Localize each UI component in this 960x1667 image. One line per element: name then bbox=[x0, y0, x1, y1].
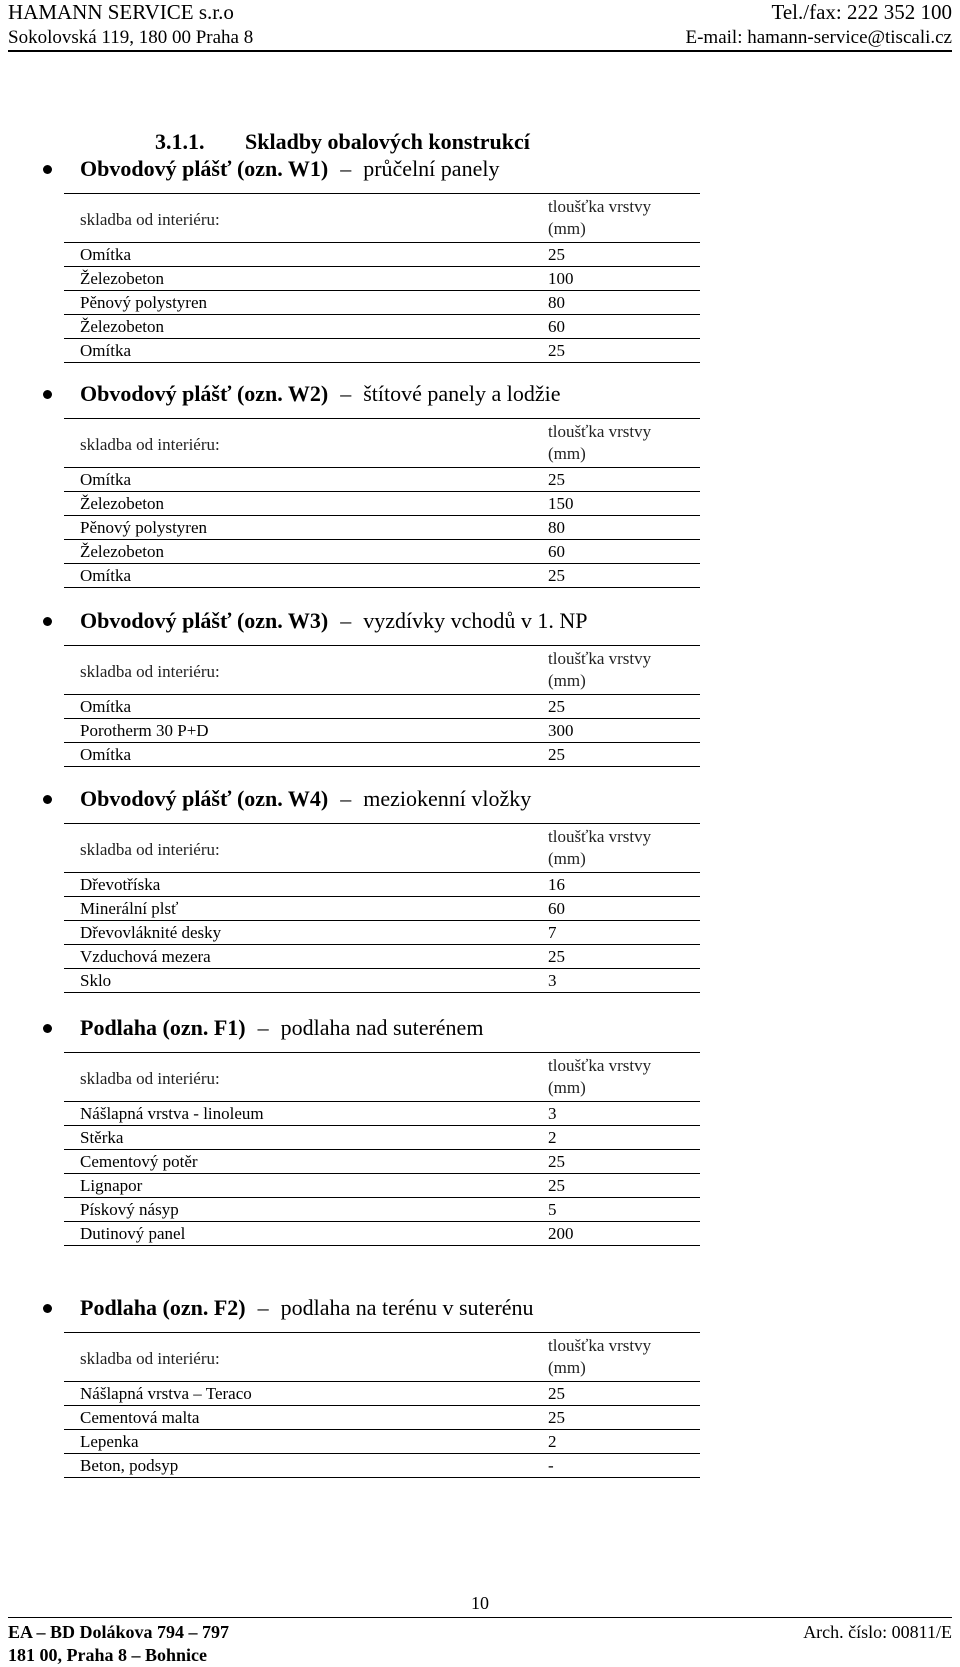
layer-name: Železobeton bbox=[80, 269, 165, 288]
block-heading bbox=[40, 1292, 700, 1324]
section-heading bbox=[155, 129, 530, 155]
thickness-label: tloušťka vrstvy bbox=[548, 422, 652, 441]
block-title bbox=[80, 783, 531, 815]
layer-thickness: 25 bbox=[548, 470, 565, 489]
table-row bbox=[64, 564, 700, 588]
layer-name: Železobeton bbox=[80, 542, 165, 561]
footer-project: EA – BD Dolákova 794 – 797 bbox=[8, 1622, 230, 1642]
layer-name: Dřevovláknité desky bbox=[80, 923, 222, 942]
layer-name: Beton, podsyp bbox=[80, 1456, 179, 1475]
layer-name: Omítka bbox=[80, 470, 131, 489]
composition-table bbox=[64, 418, 700, 588]
thickness-label: tloušťka vrstvy bbox=[548, 649, 652, 668]
column-header-layers: skladba od interiéru: bbox=[80, 840, 220, 859]
block-label: Obvodový plášť (ozn. W4) bbox=[80, 786, 329, 811]
layer-thickness: 16 bbox=[548, 875, 565, 894]
table-row bbox=[64, 516, 700, 540]
page-header-row-2 bbox=[8, 28, 952, 47]
layer-name: Dřevotříska bbox=[80, 875, 161, 894]
layer-name: Omítka bbox=[80, 745, 131, 764]
thickness-label: tloušťka vrstvy bbox=[548, 1336, 652, 1355]
block-title bbox=[80, 153, 499, 185]
layer-thickness: 25 bbox=[548, 1152, 565, 1171]
layer-name: Omítka bbox=[80, 341, 131, 360]
company-address: Sokolovská 119, 180 00 Praha 8 bbox=[8, 27, 254, 48]
layer-name: Porotherm 30 P+D bbox=[80, 721, 209, 740]
layer-name: Omítka bbox=[80, 245, 131, 264]
block-dash: – bbox=[340, 156, 352, 181]
block-dash: – bbox=[257, 1015, 269, 1040]
table-row bbox=[64, 873, 700, 897]
thickness-unit: (mm) bbox=[548, 1358, 586, 1377]
table-header bbox=[64, 419, 700, 468]
layer-name: Cementový potěr bbox=[80, 1152, 198, 1171]
block-description: podlaha nad suterénem bbox=[280, 1015, 484, 1040]
table-row bbox=[64, 267, 700, 291]
block-description: štítové panely a lodžie bbox=[363, 381, 561, 406]
layer-thickness: 80 bbox=[548, 518, 565, 537]
block-title bbox=[80, 378, 561, 410]
table-row bbox=[64, 315, 700, 339]
block-title bbox=[80, 605, 587, 637]
thickness-unit: (mm) bbox=[548, 444, 586, 463]
layer-name: Sklo bbox=[80, 971, 112, 990]
table-header bbox=[64, 1333, 700, 1382]
layer-thickness: 2 bbox=[548, 1128, 557, 1147]
footer-arch-number: Arch. číslo: 00811/E bbox=[803, 1622, 952, 1642]
layer-name: Omítka bbox=[80, 566, 131, 585]
layer-name: Železobeton bbox=[80, 494, 165, 513]
block-description: vyzdívky vchodů v 1. NP bbox=[363, 608, 588, 633]
block-dash: – bbox=[340, 608, 352, 633]
block-description: meziokenní vložky bbox=[363, 786, 532, 811]
table-row bbox=[64, 492, 700, 516]
layer-thickness: 25 bbox=[548, 1384, 565, 1403]
table-row bbox=[64, 1222, 700, 1246]
company-name: HAMANN SERVICE s.r.o bbox=[8, 0, 234, 24]
layer-thickness: 25 bbox=[548, 1176, 565, 1195]
table-row bbox=[64, 969, 700, 993]
layer-thickness: 80 bbox=[548, 293, 565, 312]
bullet-icon bbox=[43, 390, 52, 399]
layer-name: Cementová malta bbox=[80, 1408, 200, 1427]
table-row bbox=[64, 1174, 700, 1198]
table-header bbox=[64, 1053, 700, 1102]
block-dash: – bbox=[340, 786, 352, 811]
table-row bbox=[64, 243, 700, 267]
layer-name: Pěnový polystyren bbox=[80, 518, 208, 537]
table-row bbox=[64, 540, 700, 564]
bullet-icon bbox=[43, 617, 52, 626]
block-description: průčelní panely bbox=[363, 156, 500, 181]
phone-fax: Tel./fax: 222 352 100 bbox=[771, 0, 952, 24]
block-label: Podlaha (ozn. F1) bbox=[80, 1015, 246, 1040]
layer-thickness: 25 bbox=[548, 341, 565, 360]
layer-thickness: 7 bbox=[548, 923, 557, 942]
column-header-layers: skladba od interiéru: bbox=[80, 210, 220, 229]
block-heading bbox=[40, 1012, 700, 1044]
composition-table bbox=[64, 1052, 700, 1246]
footer-row-2 bbox=[8, 1646, 952, 1664]
section-title: Skladby obalových konstrukcí bbox=[245, 129, 530, 154]
table-row bbox=[64, 743, 700, 767]
column-header-thickness bbox=[548, 1335, 651, 1379]
composition-block bbox=[40, 783, 700, 993]
composition-table bbox=[64, 1332, 700, 1478]
layer-thickness: 5 bbox=[548, 1200, 557, 1219]
table-header bbox=[64, 194, 700, 243]
block-dash: – bbox=[340, 381, 352, 406]
composition-table bbox=[64, 193, 700, 363]
composition-block bbox=[40, 378, 700, 588]
layer-thickness: 200 bbox=[548, 1224, 574, 1243]
page-header-row-1 bbox=[8, 2, 952, 23]
block-dash: – bbox=[257, 1295, 269, 1320]
composition-block bbox=[40, 1292, 700, 1478]
thickness-label: tloušťka vrstvy bbox=[548, 197, 652, 216]
layer-thickness: 60 bbox=[548, 899, 565, 918]
block-label: Obvodový plášť (ozn. W3) bbox=[80, 608, 329, 633]
table-row bbox=[64, 1126, 700, 1150]
thickness-label: tloušťka vrstvy bbox=[548, 827, 652, 846]
column-header-layers: skladba od interiéru: bbox=[80, 662, 220, 681]
composition-table bbox=[64, 645, 700, 767]
composition-block bbox=[40, 1012, 700, 1246]
column-header-layers: skladba od interiéru: bbox=[80, 1349, 220, 1368]
layer-name: Stěrka bbox=[80, 1128, 124, 1147]
page-number: 10 bbox=[471, 1593, 489, 1613]
table-row bbox=[64, 719, 700, 743]
layer-name: Vzduchová mezera bbox=[80, 947, 211, 966]
block-title bbox=[80, 1292, 534, 1324]
thickness-label: tloušťka vrstvy bbox=[548, 1056, 652, 1075]
layer-thickness: 25 bbox=[548, 566, 565, 585]
table-row bbox=[64, 339, 700, 363]
table-row bbox=[64, 1430, 700, 1454]
column-header-thickness bbox=[548, 421, 651, 465]
layer-name: Nášlapná vrstva - linoleum bbox=[80, 1104, 264, 1123]
layer-thickness: 25 bbox=[548, 245, 565, 264]
table-row bbox=[64, 1382, 700, 1406]
layer-thickness: 150 bbox=[548, 494, 574, 513]
thickness-unit: (mm) bbox=[548, 219, 586, 238]
layer-thickness: - bbox=[548, 1456, 554, 1475]
layer-name: Pěnový polystyren bbox=[80, 293, 208, 312]
column-header-layers: skladba od interiéru: bbox=[80, 435, 220, 454]
block-heading bbox=[40, 378, 700, 410]
table-row bbox=[64, 921, 700, 945]
layer-name: Minerální plsť bbox=[80, 899, 179, 918]
table-row bbox=[64, 1406, 700, 1430]
column-header-thickness bbox=[548, 196, 651, 240]
bullet-icon bbox=[43, 165, 52, 174]
layer-thickness: 100 bbox=[548, 269, 574, 288]
layer-name: Dutinový panel bbox=[80, 1224, 186, 1243]
composition-table bbox=[64, 823, 700, 993]
composition-block bbox=[40, 605, 700, 767]
company-email: E-mail: hamann-service@tiscali.cz bbox=[685, 27, 952, 48]
layer-thickness: 3 bbox=[548, 1104, 557, 1123]
block-heading bbox=[40, 605, 700, 637]
block-heading bbox=[40, 783, 700, 815]
table-row bbox=[64, 1198, 700, 1222]
bullet-icon bbox=[43, 795, 52, 804]
table-row bbox=[64, 291, 700, 315]
layer-thickness: 25 bbox=[548, 745, 565, 764]
layer-thickness: 3 bbox=[548, 971, 557, 990]
section-number: 3.1.1. bbox=[155, 129, 205, 154]
layer-name: Nášlapná vrstva – Teraco bbox=[80, 1384, 252, 1403]
thickness-unit: (mm) bbox=[548, 1078, 586, 1097]
header-divider bbox=[8, 50, 952, 52]
footer-address: 181 00, Praha 8 – Bohnice bbox=[8, 1645, 208, 1665]
layer-thickness: 25 bbox=[548, 1408, 565, 1427]
composition-block bbox=[40, 153, 700, 363]
layer-thickness: 2 bbox=[548, 1432, 557, 1451]
layer-thickness: 60 bbox=[548, 542, 565, 561]
layer-name: Pískový násyp bbox=[80, 1200, 179, 1219]
block-heading bbox=[40, 153, 700, 185]
block-label: Podlaha (ozn. F2) bbox=[80, 1295, 246, 1320]
column-header-thickness bbox=[548, 826, 651, 870]
layer-name: Lepenka bbox=[80, 1432, 139, 1451]
table-row bbox=[64, 897, 700, 921]
thickness-unit: (mm) bbox=[548, 849, 586, 868]
footer-row-1 bbox=[8, 1623, 952, 1641]
layer-name: Lignapor bbox=[80, 1176, 143, 1195]
layer-name: Železobeton bbox=[80, 317, 165, 336]
layer-thickness: 25 bbox=[548, 697, 565, 716]
column-header-thickness bbox=[548, 1055, 651, 1099]
table-row bbox=[64, 945, 700, 969]
block-description: podlaha na terénu v suterénu bbox=[280, 1295, 534, 1320]
table-header bbox=[64, 824, 700, 873]
layer-thickness: 25 bbox=[548, 947, 565, 966]
block-label: Obvodový plášť (ozn. W1) bbox=[80, 156, 329, 181]
table-row bbox=[64, 468, 700, 492]
bullet-icon bbox=[43, 1024, 52, 1033]
table-row bbox=[64, 695, 700, 719]
table-header bbox=[64, 646, 700, 695]
layer-name: Omítka bbox=[80, 697, 131, 716]
footer-divider bbox=[8, 1617, 952, 1618]
thickness-unit: (mm) bbox=[548, 671, 586, 690]
column-header-layers: skladba od interiéru: bbox=[80, 1069, 220, 1088]
block-title bbox=[80, 1012, 483, 1044]
bullet-icon bbox=[43, 1304, 52, 1313]
layer-thickness: 300 bbox=[548, 721, 574, 740]
block-label: Obvodový plášť (ozn. W2) bbox=[80, 381, 329, 406]
table-row bbox=[64, 1102, 700, 1126]
column-header-thickness bbox=[548, 648, 651, 692]
table-row bbox=[64, 1454, 700, 1478]
layer-thickness: 60 bbox=[548, 317, 565, 336]
table-row bbox=[64, 1150, 700, 1174]
